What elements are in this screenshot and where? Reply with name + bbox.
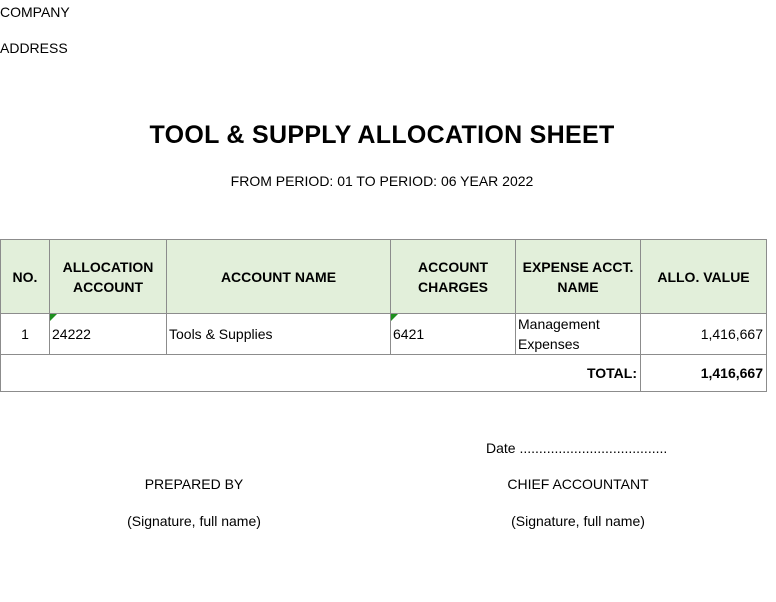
cell-expense-acct-name[interactable]: Management Expenses — [516, 314, 641, 355]
table-row — [1, 314, 767, 355]
allocation-table — [0, 239, 767, 392]
cell-account-name[interactable]: Tools & Supplies — [167, 314, 391, 355]
prepared-by-label: PREPARED BY — [144, 476, 244, 492]
cell-allocation-account[interactable] — [50, 314, 167, 355]
comment-marker-icon — [50, 314, 57, 321]
col-header-allocation-account[interactable]: ALLOCATION ACCOUNT — [50, 240, 167, 314]
total-label[interactable]: TOTAL: — [50, 355, 641, 392]
company-name: COMPANY — [0, 4, 70, 20]
col-header-expense-acct-name[interactable]: EXPENSE ACCT. NAME — [516, 240, 641, 314]
total-empty-cell[interactable] — [1, 355, 50, 392]
chief-accountant-label: CHIEF ACCOUNTANT — [507, 476, 649, 492]
period-subtitle: FROM PERIOD: 01 TO PERIOD: 06 YEAR 2022 — [230, 173, 534, 189]
company-address: ADDRESS — [0, 40, 68, 56]
cell-account-charges[interactable] — [391, 314, 516, 355]
date-line: Date ...................................... — [486, 440, 668, 456]
col-header-account-charges[interactable]: ACCOUNT CHARGES — [391, 240, 516, 314]
table-header-row — [1, 240, 767, 314]
cell-no[interactable]: 1 — [1, 314, 50, 355]
total-value[interactable]: 1,416,667 — [641, 355, 767, 392]
total-row — [1, 355, 767, 392]
comment-marker-icon — [391, 314, 398, 321]
prepared-by-signature: (Signature, full name) — [127, 513, 261, 529]
col-header-no[interactable]: NO. — [1, 240, 50, 314]
cell-allocation-account-text: 24222 — [52, 326, 91, 342]
page-title: TOOL & SUPPLY ALLOCATION SHEET — [149, 121, 615, 149]
col-header-account-name[interactable]: ACCOUNT NAME — [167, 240, 391, 314]
chief-accountant-signature: (Signature, full name) — [511, 513, 645, 529]
col-header-allo-value[interactable]: ALLO. VALUE — [641, 240, 767, 314]
cell-account-charges-text: 6421 — [393, 326, 425, 342]
cell-allo-value[interactable]: 1,416,667 — [641, 314, 767, 355]
